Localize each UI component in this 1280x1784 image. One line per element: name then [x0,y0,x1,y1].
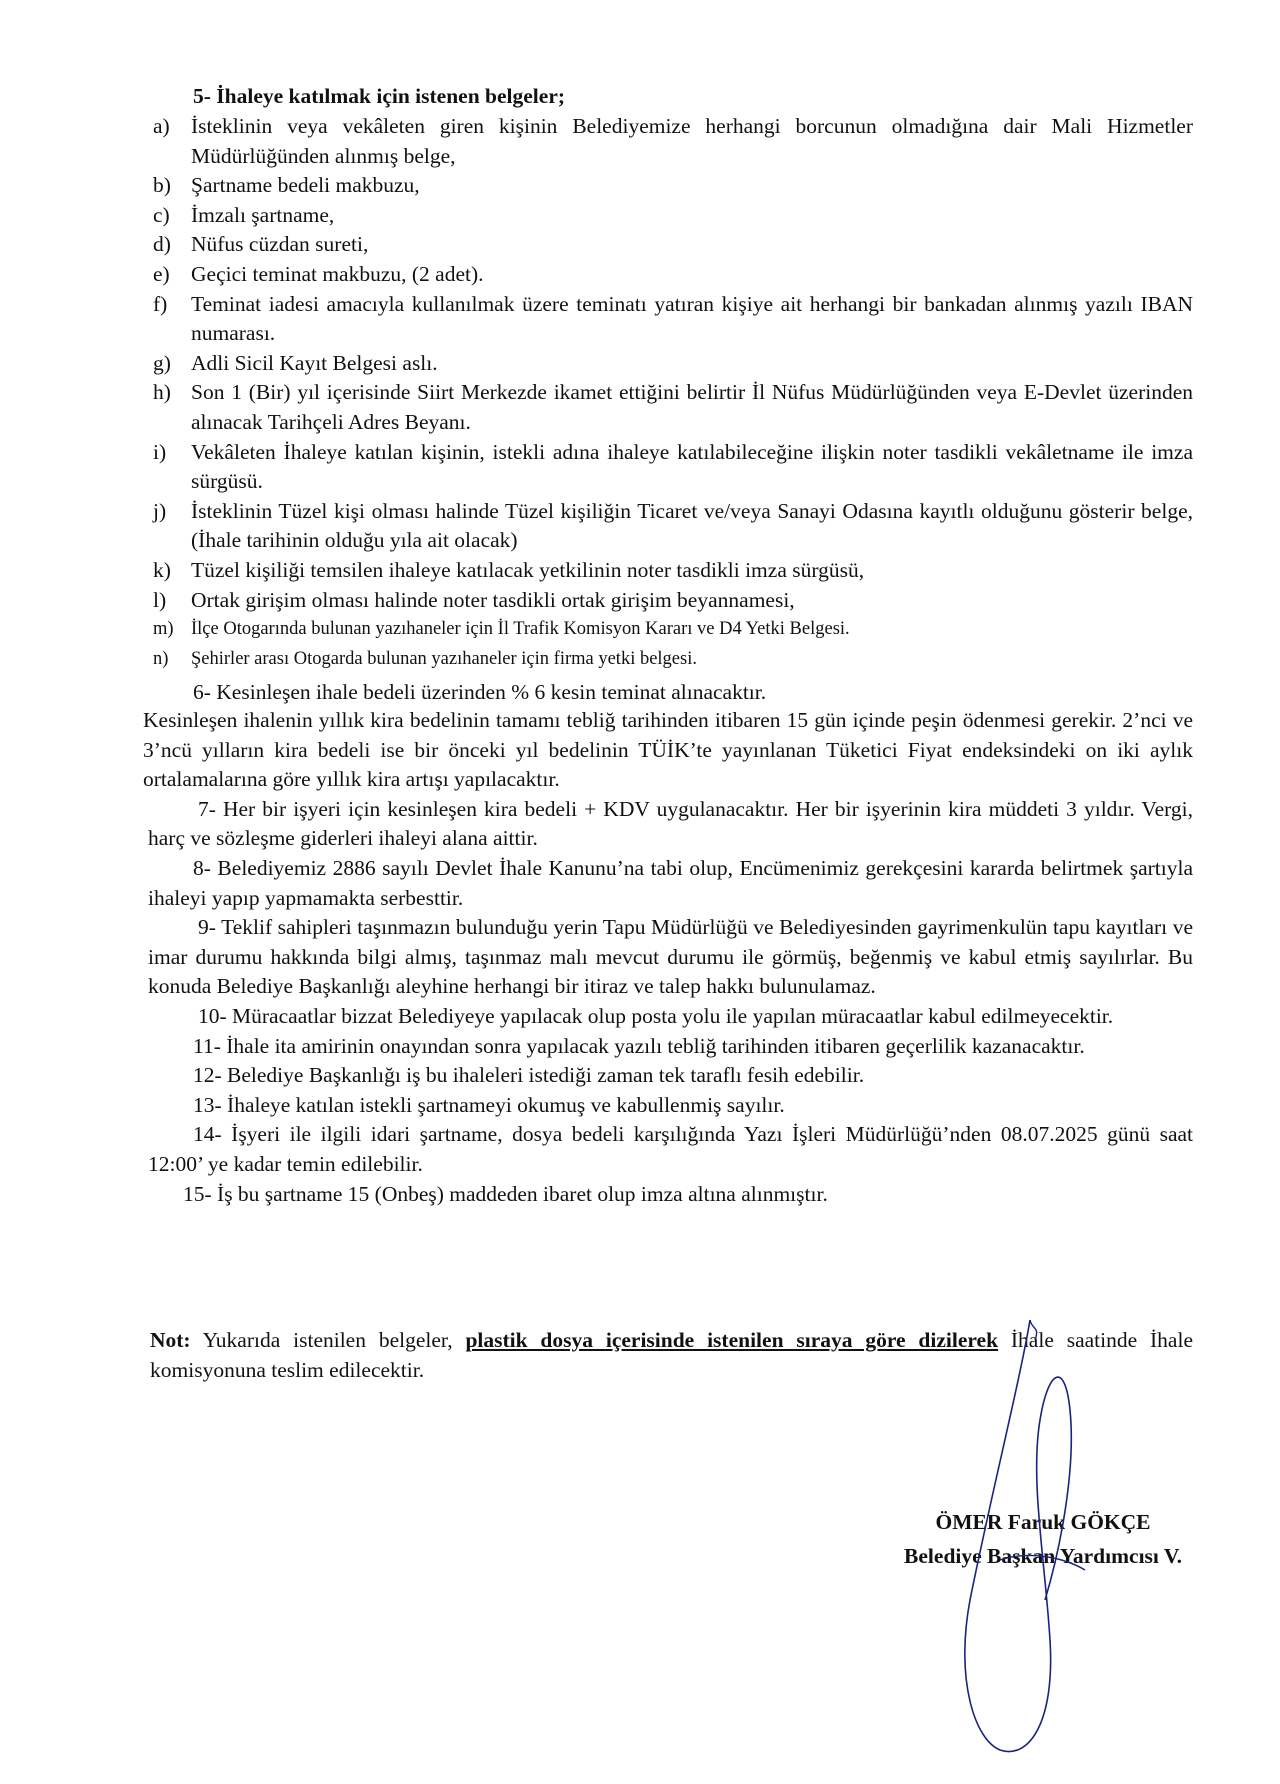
paragraph-6-heading: 6- Kesinleşen ihale bedeli üzerinden % 6 kesin teminat alınacaktır. [193,680,767,705]
handwritten-signature-icon [880,1300,1130,1760]
list-item: j) İsteklinin Tüzel kişi olması halinde Tüzel kişiliğin Ticaret ve/veya Sanayi Odasına kayıtlı olduğunu gösterir belge, (İhale tarihinin olduğu yıla ait olacak) [153,498,1193,553]
paragraph-15: 15- İş bu şartname 15 (Onbeş) maddeden ibaret olup imza altına alınmıştır. [183,1181,828,1206]
section-5-heading: 5- İhaleye katılmak için istenen belgeler; [193,84,566,108]
note-paragraph: Not: Yukarıda istenilen belgeler, plastik dosya içerisinde istenilen sıraya göre dizilerek İhale saatinde İhale komisyonuna teslim edilecektir. [150,1328,1193,1382]
list-item: f) Teminat iadesi amacıyla kullanılmak üzere teminatı yatıran kişiye ait herhangi bir bankadan alınmış yazılı IBAN numarası. [153,291,1193,346]
note-emphasis: plastik dosya içerisinde istenilen sıraya göre dizilerek [465,1328,999,1352]
paragraph-10: 10- Müracaatlar bizzat Belediyeye yapılacak olup posta yolu ile yapılan müracaatlar kabul edilmeyecektir. [198,1003,1114,1028]
paragraph-6-body: Kesinleşen ihalenin yıllık kira bedelinin tamamı tebliğ tarihinden itibaren 15 gün içinde peşin ödenmesi gerekir. 2’nci ve 3’ncü yılların kira bedeli ise bir önceki yıl bedelinin TÜİK’te yayınlanan Tüketici Fiyat endeksindeki on iki aylık ortalamalarına göre yıllık kira artışı yapılacaktır. [143,708,1193,792]
body-paragraphs [143,706,1193,1209]
paragraph-12: 12- Belediye Başkanlığı iş bu ihaleleri istediği zaman tek taraflı fesih edebilir. [193,1063,865,1088]
list-item: b) Şartname bedeli makbuzu, [153,173,420,198]
list-item: c) İmzalı şartname, [153,202,335,227]
list-item: l) Ortak girişim olması halinde noter tasdikli ortak girişim beyannamesi, [153,587,795,612]
paragraph-8: 8- Belediyemiz 2886 sayılı Devlet İhale Kanunu’na tabi olup, Encümenimiz gerekçesini kararda belirtmek şartıyla ihaleyi yapıp yapmamakta serbesttir. [148,855,1193,910]
list-item: a) İsteklinin veya vekâleten giren kişinin Belediyemize herhangi borcunun olmadığına dair Mali Hizmetler Müdürlüğünden alınmış belge, [153,114,1193,168]
paragraph-11: 11- İhale ita amirinin onayından sonra yapılacak yazılı tebliğ tarihinden itibaren geçerlilik kazanacaktır. [193,1033,1085,1058]
signatory-title: Belediye Başkan Yardımcısı V. [904,1544,1182,1568]
list-item: m) İlçe Otogarında bulunan yazıhaneler için İl Trafik Komisyon Kararı ve D4 Yetki Belgesi. [153,619,850,640]
list-item: i) Vekâleten İhaleye katılan kişinin, istekli adına ihaleye katılabileceğine ilişkin noter tasdikli vekâletname ile imza sürgüsü. [153,439,1193,494]
list-item: d) Nüfus cüzdan sureti, [153,232,369,257]
paragraph-13: 13- İhaleye katılan istekli şartnameyi okumuş ve kabullenmiş sayılır. [193,1092,785,1117]
list-item: k) Tüzel kişiliği temsilen ihaleye katılacak yetkilinin noter tasdikli imza sürgüsü, [153,557,865,582]
paragraph-9: 9- Teklif sahipleri taşınmazın bulunduğu yerin Tapu Müdürlüğü ve Belediyesinden gayrimenkulün tapu kayıtları ve imar durumu hakkında bilgi almış, taşınmaz malı mevcut durumu ile görmüş, beğenmiş ve kabul etmiş sayılırlar. Bu konuda Belediye Başkanlığı aleyhine herhangi bir itiraz ve talep hakkı bulunulamaz. [148,915,1193,999]
note-label: Not: [150,1328,191,1352]
list-item: n) Şehirler arası Otogarda bulunan yazıhaneler için firma yetki belgesi. [153,648,697,669]
signatory-name: ÖMER Faruk GÖKÇE [935,1510,1151,1534]
list-item: e) Geçici teminat makbuzu, (2 adet). [153,261,484,286]
paragraph-14: 14- İşyeri ile ilgili idari şartname, dosya bedeli karşılığında Yazı İşleri Müdürlüğü’nden 08.07.2025 günü saat 12:00’ ye kadar temin edilebilir. [148,1122,1193,1176]
paragraph-7: 7- Her bir işyeri için kesinleşen kira bedeli + KDV uygulanacaktır. Her bir işyerinin kira müddeti 3 yıldır. Vergi, harç ve sözleşme giderleri ihaleyi alana aittir. [148,796,1193,851]
required-documents-list [153,112,1193,708]
list-item: h) Son 1 (Bir) yıl içerisinde Siirt Merkezde ikamet ettiğini belirtir İl Nüfus Müdürlüğünden veya E-Devlet üzerinden alınacak Tarihçeli Adres Beyanı. [153,380,1193,434]
list-item: g) Adli Sicil Kayıt Belgesi aslı. [153,350,438,375]
